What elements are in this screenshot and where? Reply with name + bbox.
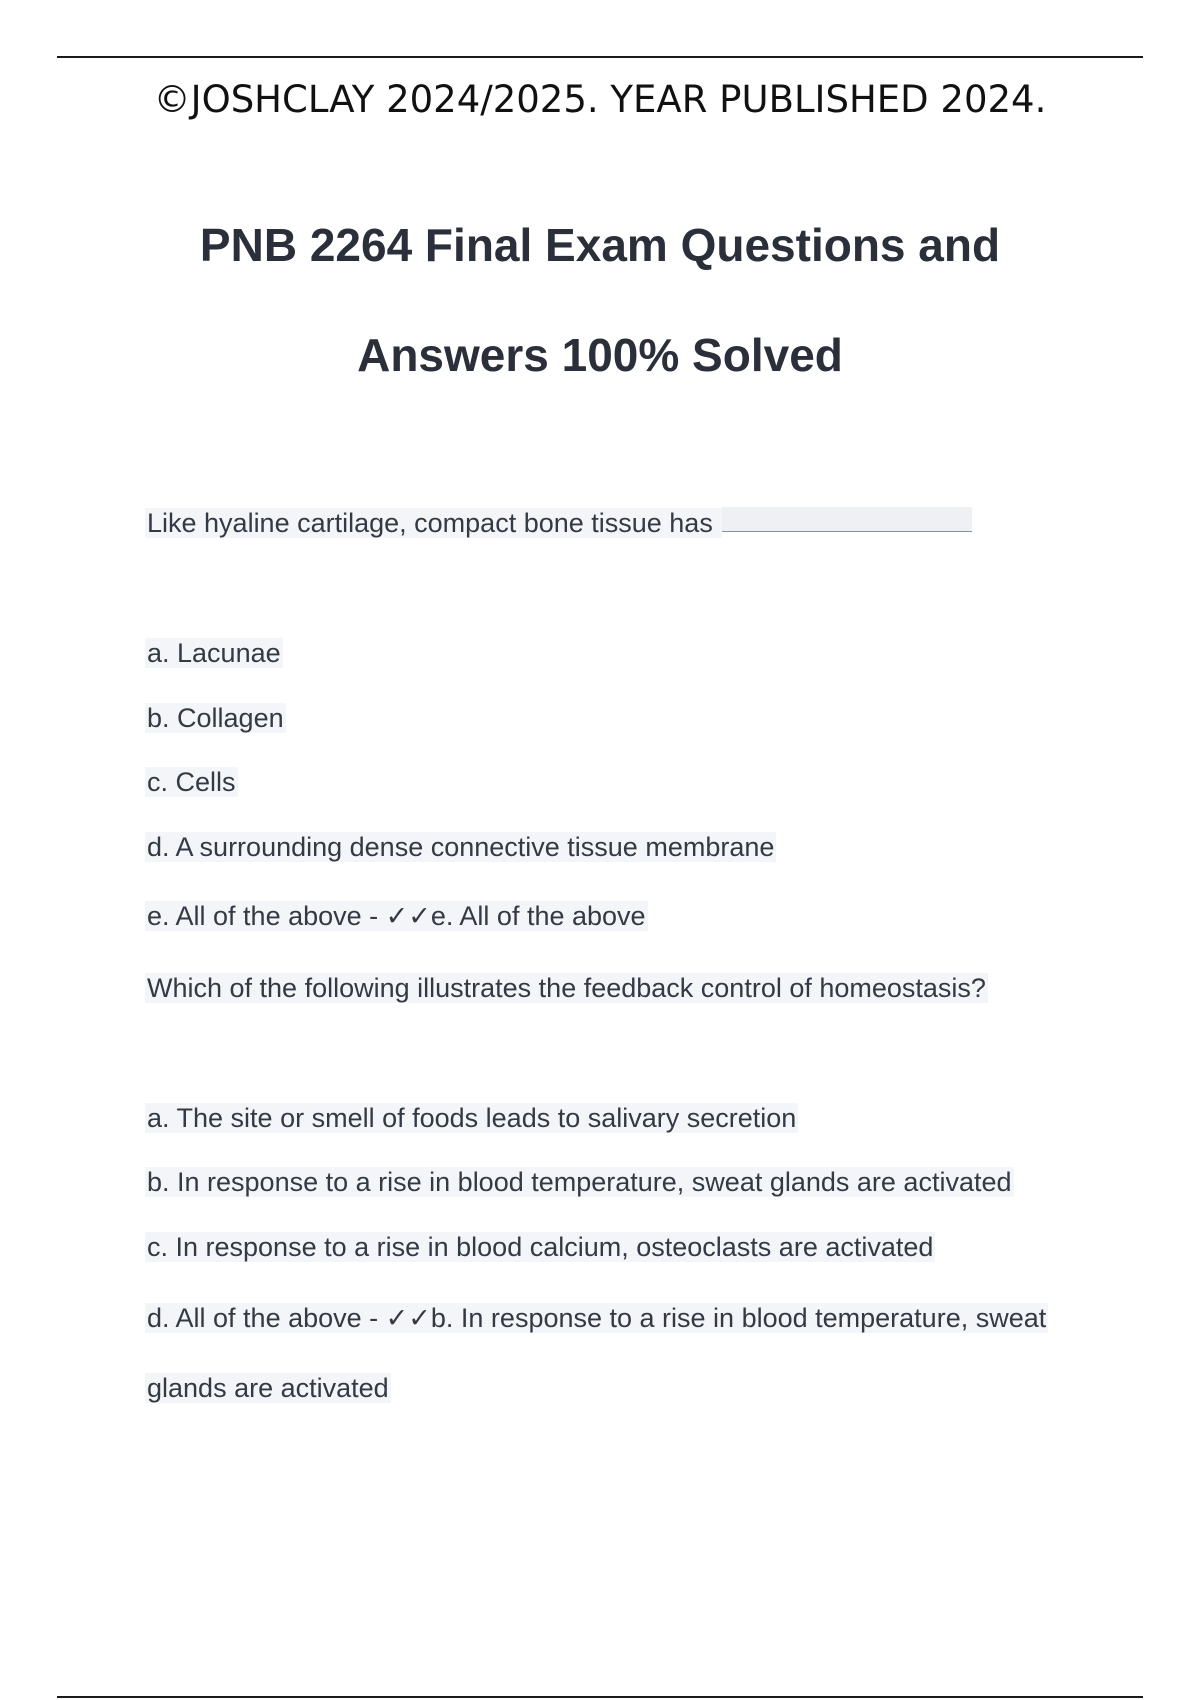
question-1-option-d: d. A surrounding dense connective tissue membrane bbox=[147, 832, 775, 862]
document-title-line-1: PNB 2264 Final Exam Questions and bbox=[199, 219, 1001, 271]
question-2-answer-continuation: glands are activated bbox=[147, 1373, 389, 1403]
question-1-option-b: b. Collagen bbox=[147, 703, 284, 733]
question-1-prompt bbox=[145, 505, 972, 541]
question-2-prompt bbox=[145, 970, 988, 1006]
answer-blank bbox=[722, 507, 972, 532]
question-2-option-c: c. In response to a rise in blood calcium, osteoclasts are activated bbox=[147, 1232, 934, 1262]
question-2-option-a: a. The site or smell of foods leads to salivary secretion bbox=[147, 1103, 797, 1133]
bottom-divider bbox=[57, 1696, 1143, 1698]
top-divider bbox=[57, 56, 1143, 58]
question-1-option-a: a. Lacunae bbox=[147, 638, 281, 668]
question-1-option-c: c. Cells bbox=[147, 767, 236, 797]
question-2-option-d-answer: d. All of the above - ✓✓b. In response to a rise in blood temperature, sweat bbox=[147, 1303, 1047, 1333]
document-title-line-2: Answers 100% Solved bbox=[357, 329, 843, 381]
question-2-option-b: b. In response to a rise in blood temperature, sweat glands are activated bbox=[147, 1167, 1012, 1197]
question-1-text: Like hyaline cartilage, compact bone tissue has bbox=[147, 508, 721, 538]
question-1-option-e-answer: e. All of the above - ✓✓e. All of the above bbox=[147, 901, 646, 931]
question-2-text: Which of the following illustrates the feedback control of homeostasis? bbox=[147, 973, 986, 1003]
copyright-header: ©JOSHCLAY 2024/2025. YEAR PUBLISHED 2024. bbox=[153, 78, 1047, 121]
